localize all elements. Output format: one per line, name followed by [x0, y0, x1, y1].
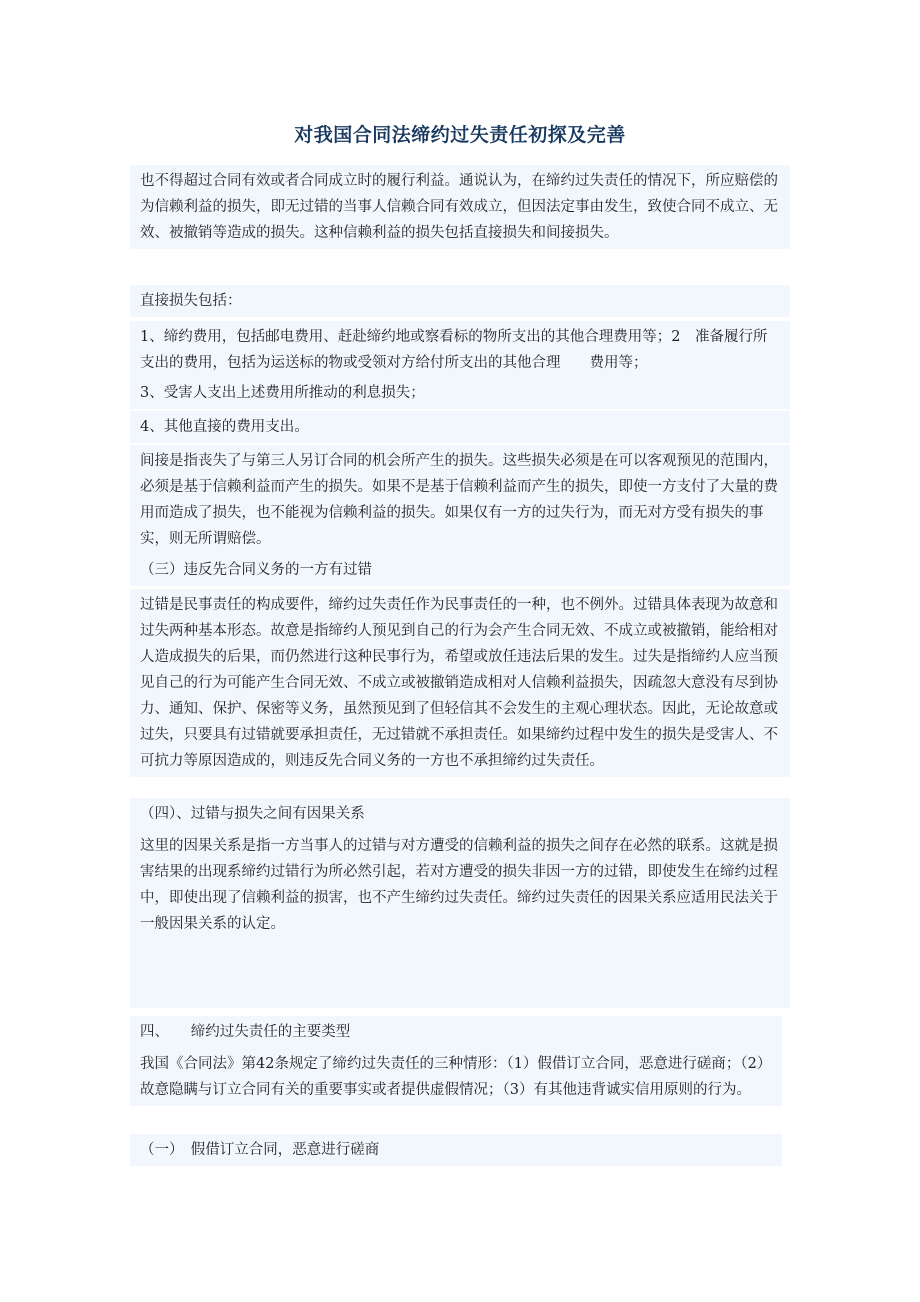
empty-block: [130, 940, 790, 1008]
paragraph-block: [130, 1048, 782, 1106]
paragraph-block: [130, 830, 790, 940]
page-title: 对我国合同法缔约过失责任初探及完善: [294, 124, 626, 146]
paragraph: 间接是指丧失了与第三人另订合同的机会所产生的损失。这些损失必须是在可以客观预见的范围内，必须是基于信赖利益而产生的损失。如果不是基于信赖利益而产生的损失，即使一方支付了大量的费用而造成了损失，也不能视为信赖利益的损失。如果仅有一方的过失行为，而无对方受有损失的事实，则无所谓赔偿。: [140, 453, 778, 547]
paragraph: 也不得超过合同有效或者合同成立时的履行利益。通说认为，在缔约过失责任的情况下，所应赔偿的为信赖利益的损失，即无过错的当事人信赖合同有效成立，但因法定事由发生，致使合同不成立、无效、被撤销等造成的损失。这种信赖利益的损失包括直接损失和间接损失。: [140, 173, 778, 241]
paragraph-block: [130, 321, 790, 379]
paragraph: 4、其他直接的费用支出。: [140, 419, 309, 435]
paragraph-block: [130, 377, 790, 409]
paragraph: （三）违反先合同义务的一方有过错: [140, 562, 372, 578]
paragraph-block: [130, 554, 790, 586]
paragraph-block: [130, 411, 790, 443]
paragraph: （一） 假借订立合同，恶意进行磋商: [140, 1142, 380, 1158]
paragraph: 1、缔约费用，包括邮电费用、赶赴缔约地或察看标的物所支出的其他合理费用等；2 准备履行所支出的费用，包括为运送标的物或受领对方给付所支出的其他合理 费用等；: [140, 329, 768, 371]
paragraph-block: [130, 285, 790, 317]
paragraph-block: [130, 589, 790, 777]
paragraph-block: [130, 1016, 782, 1048]
paragraph: 3、受害人支出上述费用所推动的利息损失；: [140, 385, 425, 401]
paragraph: 过错是民事责任的构成要件，缔约过失责任作为民事责任的一种，也不例外。过错具体表现为故意和过失两种基本形态。故意是指缔约人预见到自己的行为会产生合同无效、不成立或被撤销，能给相对人造成损失的后果，而仍然进行这种民事行为，希望或放任违法后果的发生。过失是指缔约人应当预见自己的行为可能产生合同无效、不成立或被撤销造成相对人信赖利益损失，因疏忽大意没有尽到协力、通知、保护、保密等义务，虽然预见到了但轻信其不会发生的主观心理状态。因此，无论故意或过失，只要具有过错就要承担责任，无过错就不承担责任。如果缔约过程中发生的损失是受害人、不可抗力等原因造成的，则违反先合同义务的一方也不承担缔约过失责任。: [140, 597, 778, 769]
paragraph-block: [130, 798, 790, 830]
paragraph-block: [130, 1134, 782, 1166]
paragraph-block: [130, 165, 790, 249]
paragraph: （四）、过错与损失之间有因果关系: [140, 806, 365, 822]
paragraph: 直接损失包括：: [140, 293, 242, 309]
section-heading: 四、 缔约过失责任的主要类型: [140, 1024, 351, 1040]
paragraph: 我国《合同法》第42条规定了缔约过失责任的三种情形：（1）假借订立合同，恶意进行磋商；（2）故意隐瞒与订立合同有关的重要事实或者提供虚假情况；（3）有其他违背诚实信用原则的行为。: [140, 1056, 765, 1098]
paragraph-block: [130, 445, 790, 555]
paragraph: 这里的因果关系是指一方当事人的过错与对方遭受的信赖利益的损失之间存在必然的联系。这就是损害结果的出现系缔约过错行为所必然引起，若对方遭受的损失非因一方的过错，即使发生在缔约过程中，即使出现了信赖利益的损害，也不产生缔约过失责任。缔约过失责任的因果关系应适用民法关于一般因果关系的认定。: [140, 838, 778, 932]
